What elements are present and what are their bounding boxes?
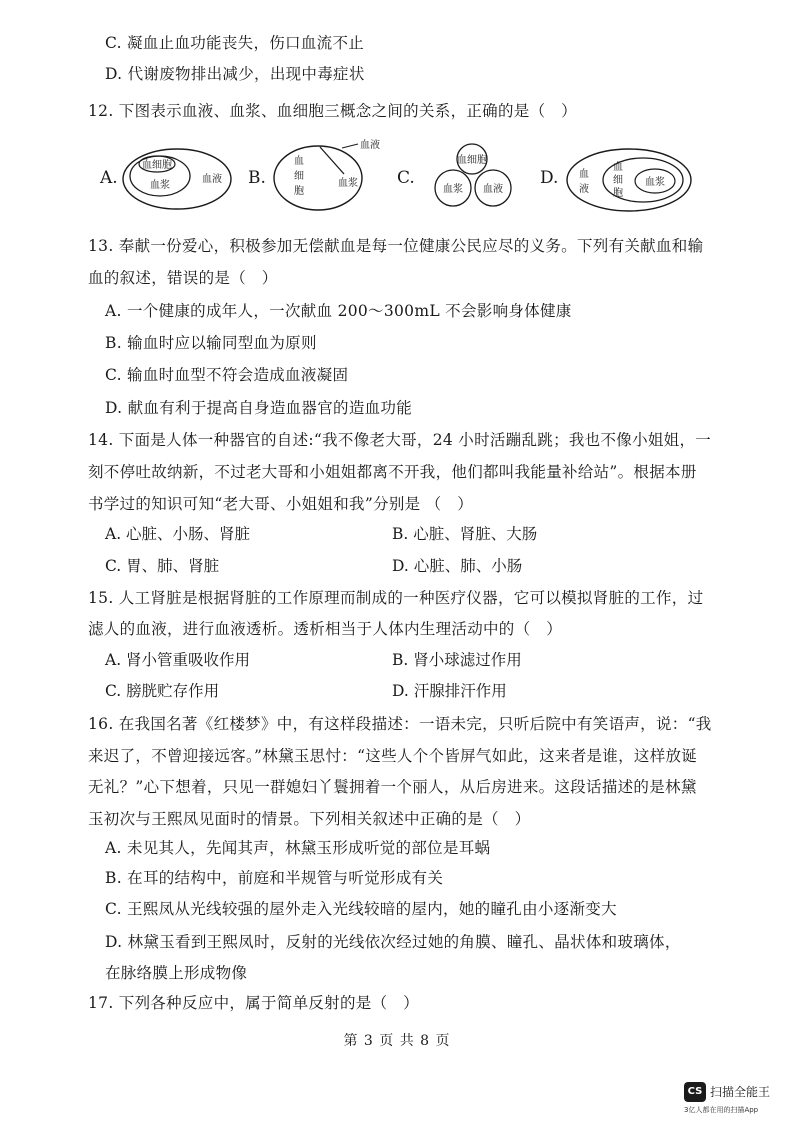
q12-option-b-letter: B. <box>248 168 266 188</box>
q12-option-c-letter: C. <box>397 168 415 188</box>
camscanner-logo-icon: CS <box>684 1082 706 1102</box>
q16-option-b: B. 在耳的结构中，前庭和半规管与听觉形成有关 <box>105 869 444 887</box>
q13-stem-1: 13. 奉献一份爱心，积极参加无偿献血是每一位健康公民应尽的义务。下列有关献血和输 <box>88 237 704 255</box>
q14-option-c: C. 胃、肺、肾脏 <box>105 557 220 575</box>
q17-stem: 17. 下列各种反应中，属于简单反射的是（ ） <box>88 994 419 1012</box>
scanner-watermark <box>680 1080 790 1120</box>
q15-stem-2: 滤人的血液，进行血液透析。透析相当于人体内生理活动中的（ ） <box>88 620 563 638</box>
q16-stem-4: 玉初次与王熙凤见面时的情景。下列相关叙述中正确的是（ ） <box>88 810 531 828</box>
q12-diagram-c <box>428 142 528 212</box>
q13-stem-2: 血的叙述，错误的是（ ） <box>88 269 278 287</box>
q12-b-left-label-1: 血 <box>294 156 304 167</box>
q12-option-d-letter: D. <box>540 168 559 188</box>
q15-option-b: B. 肾小球滤过作用 <box>392 651 522 669</box>
q13-option-c: C. 输血时血型不符会造成血液凝固 <box>105 366 349 384</box>
q16-option-c: C. 王熙凤从光线较强的屋外走入光线较暗的屋内，她的瞳孔由小逐渐变大 <box>105 900 617 918</box>
q15-stem-1: 15. 人工肾脏是根据肾脏的工作原理而制成的一种医疗仪器，它可以模拟肾脏的工作，过 <box>88 589 704 607</box>
q14-option-a: A. 心脏、小肠、肾脏 <box>105 525 251 543</box>
q14-option-b: B. 心脏、肾脏、大肠 <box>392 525 538 543</box>
q16-stem-1: 16. 在我国名著《红楼梦》中，有这样段描述：一语未完，只听后院中有笑语声，说：“我 <box>88 715 712 733</box>
q12-b-left-label-2: 细 <box>294 171 304 182</box>
q12-d-middle-label-2: 细 <box>613 175 623 186</box>
q16-stem-3: 无礼？”心下想着，只见一群媳妇丫鬟拥着一个丽人，从后房进来。这段话描述的是林黛 <box>88 778 697 796</box>
q12-b-pointer-label: 血液 <box>360 140 380 151</box>
q12-a-inner1-label: 血细胞 <box>142 160 172 171</box>
watermark-slogan: 3亿人都在用的扫描App <box>684 1106 759 1114</box>
q13-option-b: B. 输血时应以输同型血为原则 <box>105 334 317 352</box>
q12-b-right-label: 血浆 <box>338 178 358 189</box>
q16-option-d-line-1: D. 林黛玉看到王熙凤时，反射的光线依次经过她的角膜、瞳孔、晶状体和玻璃体， <box>105 933 681 951</box>
page-footer: 第 3 页 共 8 页 <box>343 1033 451 1049</box>
q12-a-outer-label: 血液 <box>202 174 222 185</box>
q16-stem-2: 来迟了，不曾迎接远客。”林黛玉思忖：“这些人个个皆屏气如此，这来者是谁，这样放诞 <box>88 747 698 765</box>
q14-stem-2: 刻不停吐故纳新，不过老大哥和小姐姐都离不开我，他们都叫我能量补给站”。根据本册 <box>88 463 697 481</box>
q14-option-d: D. 心脏、肺、小肠 <box>392 557 523 575</box>
q13-option-a: A. 一个健康的成年人，一次献血 200～300mL 不会影响身体健康 <box>105 302 572 320</box>
q12-c-left-label: 血浆 <box>443 184 463 195</box>
q12-diagram-b <box>270 134 390 214</box>
q16-option-d-line-2: 在脉络膜上形成物像 <box>105 964 248 982</box>
q15-option-a: A. 肾小管重吸收作用 <box>105 651 251 669</box>
q16-option-a: A. 未见其人，先闻其声，林黛玉形成听觉的部位是耳蜗 <box>105 839 491 857</box>
q12-d-middle-label-3: 胞 <box>613 188 623 199</box>
q14-stem-3: 书学过的知识可知“老大哥、小姐姐和我”分别是 （ ） <box>88 495 474 513</box>
q11-option-d: D. 代谢废物排出减少，出现中毒症状 <box>105 65 365 83</box>
q12-option-a-letter: A. <box>100 168 118 188</box>
q14-stem-1: 14. 下面是人体一种器官的自述:“我不像老大哥，24 小时活蹦乱跳；我也不像小姐姐，一 <box>88 431 712 449</box>
q12-d-outer-label-2: 液 <box>579 184 589 195</box>
watermark-name: 扫描全能王 <box>710 1085 771 1099</box>
q15-option-d: D. 汗腺排汗作用 <box>392 682 507 700</box>
q12-c-right-label: 血液 <box>483 184 503 195</box>
q12-b-left-label-3: 胞 <box>294 186 304 197</box>
q12-diagram-d <box>565 146 695 214</box>
q12-d-inner-label: 血浆 <box>645 177 665 188</box>
q12-c-top-label: 血细胞 <box>457 155 487 166</box>
q15-option-c: C. 膀胱贮存作用 <box>105 682 220 700</box>
q12-d-middle-label-1: 血 <box>613 162 623 173</box>
q12-a-inner2-label: 血浆 <box>150 180 170 191</box>
q12-d-outer-label-1: 血 <box>579 169 589 180</box>
q12-stem: 12. 下图表示血液、血浆、血细胞三概念之间的关系，正确的是（ ） <box>88 102 577 120</box>
q12-diagram-a <box>120 146 235 212</box>
q11-option-c: C. 凝血止血功能丧失，伤口血流不止 <box>105 34 365 52</box>
q13-option-d: D. 献血有利于提高自身造血器官的造血功能 <box>105 399 413 417</box>
